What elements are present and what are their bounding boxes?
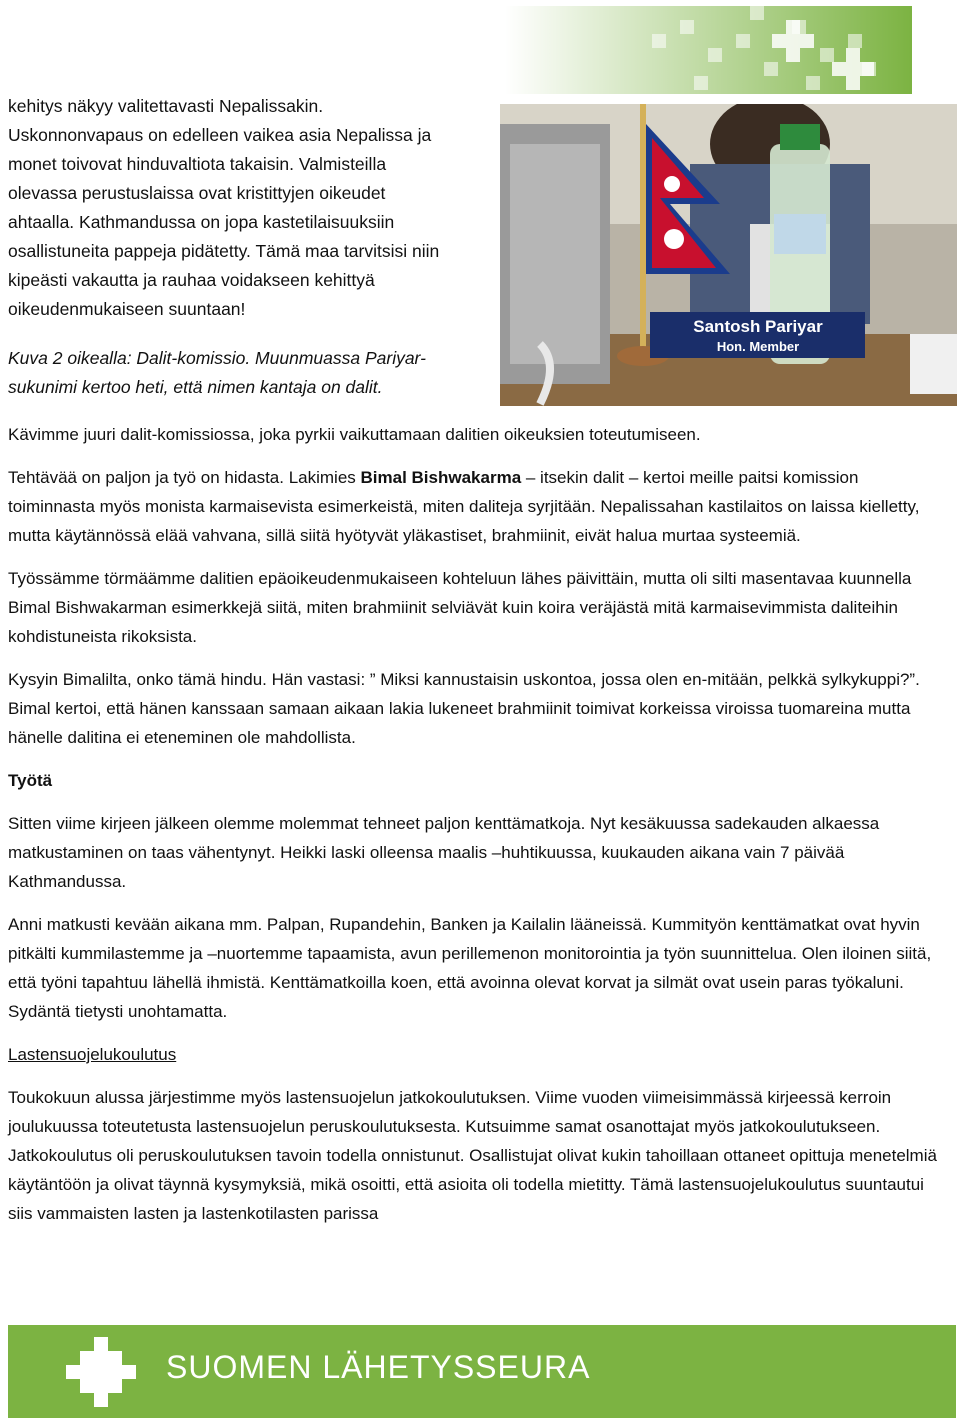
paragraph-text: Tehtävää on paljon ja työ on hidasta. Lakimies [8,468,361,487]
intro-line: osallistuneita pappeja pidätetty. Tämä maa tarvitsisi niin [8,241,440,261]
paragraph-text: – itsekin dalit – kertoi meille paitsi komission toiminnasta myös monista karmaisevista esimerkeistä, miten daliteja syrjitään. Nepalissahan kastilaitos on laissa kielletty, mutta käytännössä elää vahvana, sillä siitä hyötyvät yläkastiset, brahmiinit, eivät halua murtaa systeemiä. [8,468,920,545]
footer-band [8,1325,956,1418]
intro-line: ahtaalla. Kathmandussa on jopa kastetilaisuuksiin [8,212,395,232]
intro-line: oikeudenmukaiseen suuntaan! [8,299,246,319]
intro-line: monet toivovat hinduvaltiota takaisin. Valmisteilla [8,154,387,174]
header-cross-pattern [532,6,912,94]
caption-line: sukunimi kertoo heti, että nimen kantaja on dalit. [8,377,383,397]
photo-caption [8,344,488,402]
dalit-commission-photo [500,104,957,406]
intro-line: Uskonnonvapaus on edelleen vaikea asia Nepalissa ja [8,125,432,145]
paragraph: Anni matkusti kevään aikana mm. Palpan, Rupandehin, Banken ja Kailalin lääneissä. Kummityön kenttämatkat ovat hyvin pitkälti kummilastemme ja –nuortemme tapaamista, avun perillemenon monitorointia ja työn suunnittelua. Olen iloinen siitä, että työni tapahtuu lähellä ihmistä. Kenttämatkoilla koen, että avoinna olevat korvat ja silmät ovat usein paras työkaluni. Sydäntä tietysti unohtamatta. [8,915,932,1021]
caption-line: Kuva 2 oikealla: Dalit-komissio. Muunmuassa Pariyar- [8,348,426,368]
paragraph: Kävimme juuri dalit-komissiossa, joka pyrkii vaikuttamaan dalitien oikeuksien toteutumiseen. [8,425,701,444]
intro-line: kehitys näkyy valitettavasti Nepalissakin. [8,96,324,116]
organization-name: SUOMEN LÄHETYSSEURA [166,1349,591,1385]
person-name-bold: Bimal Bishwakarma [360,468,522,487]
organization-cross-logo [66,1337,136,1407]
intro-line: kipeästi vakautta ja rauhaa voidakseen kehittyä [8,270,375,290]
intro-text [8,92,488,324]
nameplate-title: Hon. Member [716,339,800,354]
article-body [8,420,948,1242]
paragraph [8,463,948,550]
paragraph: Toukokuun alussa järjestimme myös lastensuojelun jatkokoulutuksen. Viime vuoden viimeisimmässä kirjeessä kerroin joulukuussa toteutetusta lastensuojelun peruskoulutuksesta. Kutsuimme samat osanottajat myös jatkokoulutukseen. Jatkokoulutus oli peruskoulutuksen tavoin todella onnistunut. Osallistujat olivat kukin tahoillaan ottaneet opittuja menetelmiä käytäntöön ja olivat täynnä kysymyksiä, mikä osoitti, että asioita oli todella mietitty. Tämä lastensuojelukoulutus suuntautui siis vammaisten lasten ja lastenkotilasten parissa [8,1088,937,1223]
paragraph: Sitten viime kirjeen jälkeen olemme molemmat tehneet paljon kenttämatkoja. Nyt kesäkuussa sadekauden alkaessa matkustaminen on taas vähentynyt. Heikki laski olleensa maalis –huhtikuussa, kuukauden aikana vain 7 päivää Kathmandussa. [8,814,880,891]
section-heading-child-protection: Lastensuojelukoulutus [8,1045,177,1064]
paragraph: Kysyin Bimalilta, onko tämä hindu. Hän vastasi: ” Miksi kannustaisin uskontoa, jossa olen en-mitään, pelkkä sylkykuppi?”. Bimal kertoi, että hänen kanssaan samaan aikaan lakia lukeneet brahmiinit toimivat korkeissa viroissa tuomareina mutta hänelle dalitina ei eteneminen ole mahdollista. [8,670,920,747]
intro-line: olevassa perustuslaissa ovat kristittyjen oikeudet [8,183,386,203]
nameplate-name: Santosh Pariyar [693,317,823,336]
section-heading-work: Työtä [8,771,53,790]
paragraph: Työssämme törmäämme dalitien epäoikeudenmukaiseen kohteluun lähes päivittäin, mutta oli silti masentavaa kuunnella Bimal Bishwakarman esimerkkejä siitä, miten brahmiinit selviävät kuin koira veräjästä mitä karmaisevimmista daliteihin kohdistuneista rikoksista. [8,569,912,646]
